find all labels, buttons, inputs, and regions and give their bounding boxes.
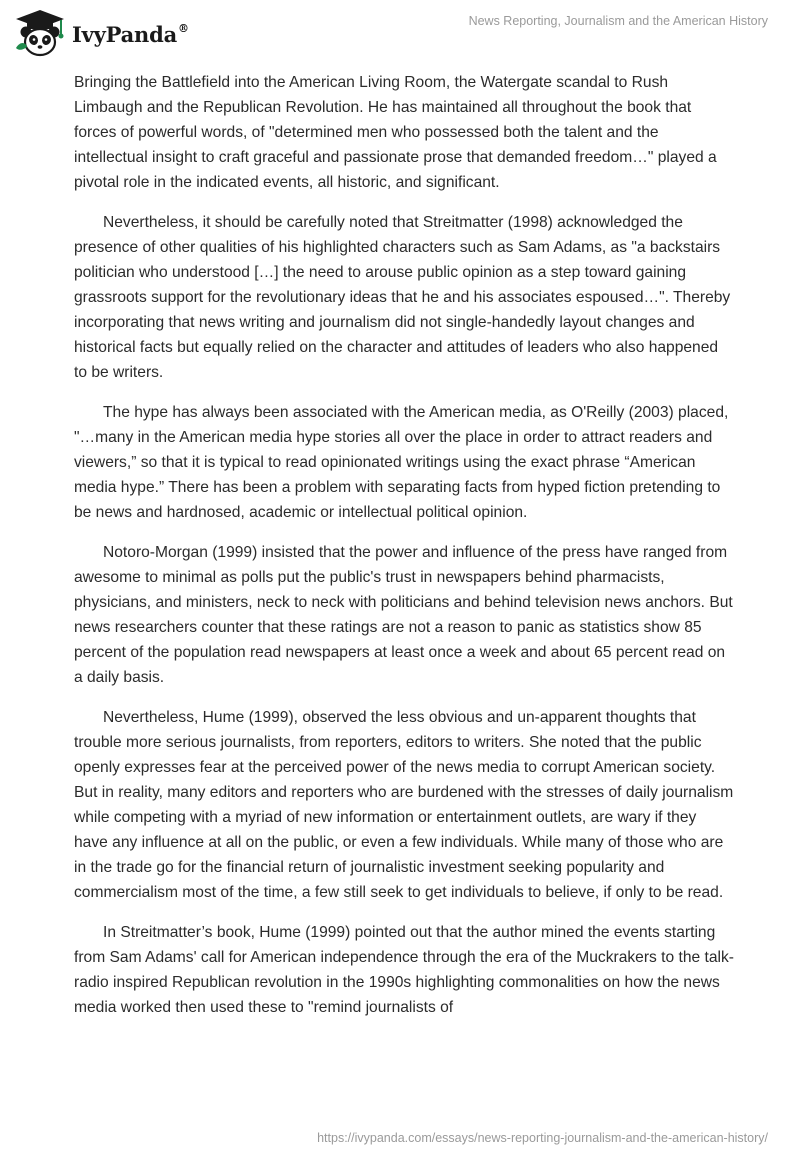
ivypanda-logo[interactable] — [12, 8, 189, 58]
document-title: News Reporting, Journalism and the American History — [468, 14, 768, 28]
paragraph: Bringing the Battlefield into the American Living Room, the Watergate scandal to Rush Limbaugh and the Republican Revolution. He has maintained all throughout the book that forces of powerful words, of "determined men who possessed both the talent and the intellectual insight to craft graceful and passionate prose that demanded freedom…" played a pivotal role in the indicated events, all historic, and significant. — [74, 74, 717, 191]
logo-wordmark: IvyPanda® — [72, 21, 189, 47]
source-url-link[interactable]: https://ivypanda.com/essays/news-reporting-journalism-and-the-american-history/ — [317, 1131, 768, 1145]
essay-body — [74, 70, 734, 1035]
page-header — [0, 0, 800, 60]
paragraph: Nevertheless, it should be carefully noted that Streitmatter (1998) acknowledged the presence of other qualities of his highlighted characters such as Sam Adams, as "a backstairs politician who understood […] the need to arouse public opinion as a step toward gaining grassroots support for the revolutionary ideas that he and his associates espoused…". Thereby incorporating that news writing and journalism did not single-handedly layout changes and historical facts but equally relied on the character and attitudes of leaders who also happened to be writers. — [74, 214, 731, 381]
paragraph: In Streitmatter’s book, Hume (1999) pointed out that the author mined the events starting from Sam Adams' call for American independence through the era of the Muckrakers to the talk-radio inspired Republican revolution in the 1990s highlighting commonalities on how the news media worked then used these to "remind journalists of — [74, 924, 734, 1016]
graduation-cap-panda-icon — [12, 8, 68, 58]
paragraph: Notoro-Morgan (1999) insisted that the power and influence of the press have ranged from awesome to minimal as polls put the public's trust in newspapers behind pharmacists, physicians, and ministers, neck to neck with politicians and behind television news anchors. But news researchers counter that these ratings are not a reason to panic as statistics show 85 percent of the population read newspapers at least once a week and about 65 percent read on a daily basis. — [74, 544, 733, 686]
paragraph: The hype has always been associated with the American media, as O'Reilly (2003) placed, "…many in the American media hype stories all over the place in order to attract readers and viewers,” so that it is typical to read opinionated writings using the exact phrase “American media hype.” There has been a problem with separating facts from hyped fiction pretending to be news and hardnosed, academic or intellectual political opinion. — [74, 404, 729, 521]
paragraph: Nevertheless, Hume (1999), observed the less obvious and un-apparent thoughts that trouble more serious journalists, from reporters, editors to writers. She noted that the public openly expresses fear at the perceived power of the news media to corrupt American society. But in reality, many editors and reporters who are burdened with the stresses of daily journalism while competing with a myriad of new information or entertainment outlets, are wary if they have any influence at all on the public, or even a few individuals. While many of those who are in the trade go for the financial return of journalistic investment seeking popularity and commercialism most of the time, a few still seek to get individuals to believe, if only to be read. — [74, 709, 734, 901]
